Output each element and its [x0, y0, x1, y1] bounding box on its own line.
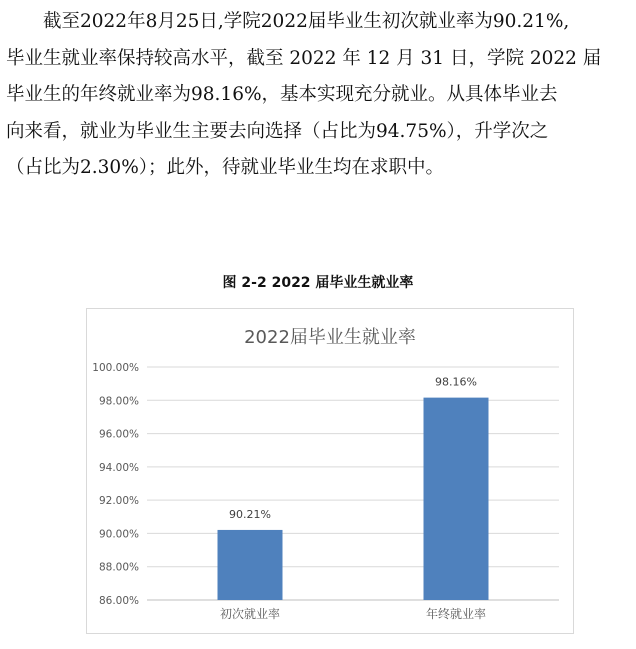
data-label: 90.21% [229, 507, 271, 521]
y-tick-label: 88.00% [98, 561, 139, 574]
y-tick-label: 98.00% [98, 395, 139, 408]
x-tick-label: 年终就业率 [425, 607, 487, 621]
y-tick-label: 94.00% [98, 461, 139, 474]
paragraph-line: （占比为2.30%）；此外，待就业毕业生均在求职中。 [6, 157, 445, 178]
y-tick-label: 86.00% [98, 595, 139, 607]
data-label: 98.16% [435, 375, 477, 389]
x-tick-label: 初次就业率 [219, 607, 281, 621]
bar [218, 530, 283, 600]
y-tick-label: 100.00% [92, 362, 139, 374]
paragraph-line: 向来看，就业为毕业生主要去向选择（占比为94.75%），升学次之 [6, 120, 549, 142]
paragraph-line: 毕业生的年终就业率为98.16%，基本实现充分就业。从具体毕业去 [6, 84, 558, 105]
chart-title: 2022届毕业生就业率 [244, 327, 416, 348]
bar [424, 398, 489, 600]
paragraph-line: 截至2022年8月25日,学院2022届毕业生初次就业率为90.21%, [43, 11, 570, 32]
y-tick-label: 90.00% [98, 528, 139, 541]
bar-chart [87, 309, 575, 635]
y-tick-label: 92.00% [98, 495, 139, 508]
y-tick-label: 96.00% [98, 428, 139, 441]
body-paragraph [6, 4, 630, 187]
chart-container [86, 308, 574, 634]
figure-caption: 图 2-2 2022 届毕业生就业率 [222, 275, 414, 291]
paragraph-line: 毕业生就业率保持较高水平，截至 2022 年 12 月 31 日，学院 2022 届 [6, 47, 602, 69]
